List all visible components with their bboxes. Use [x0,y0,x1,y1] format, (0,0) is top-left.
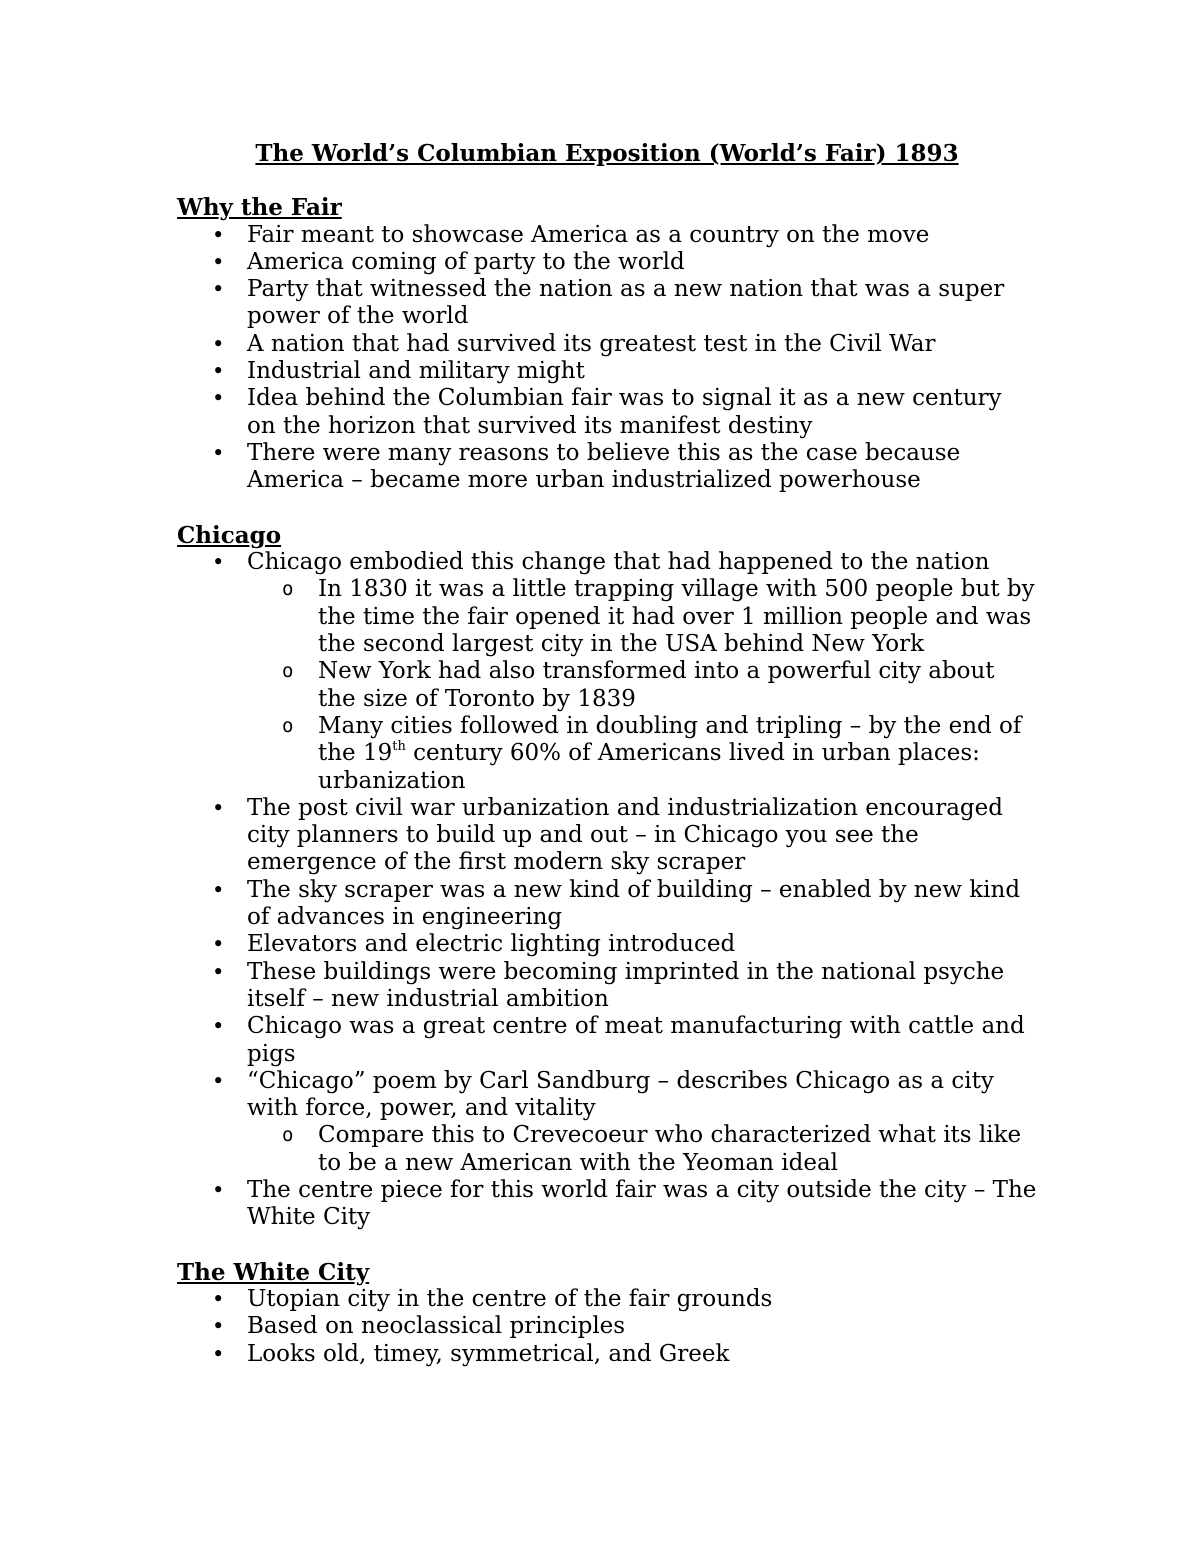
chicago-list [177,549,1037,1231]
bullet-icon: • [212,331,225,356]
why-the-fair-list [177,222,1037,495]
superscript: th [392,738,406,754]
bullet-icon: • [212,359,225,384]
list-item: • The sky scraper was a new kind of building – enabled by new kind of advances in engineering [212,876,1021,931]
list-item: • Utopian city in the centre of the fair grounds [212,1286,773,1313]
bullet-icon: • [212,1177,225,1202]
bullet-icon: • [212,440,225,465]
list-item: • These buildings were becoming imprinted in the national psyche itself – new industrial ambition [212,958,1005,1012]
bullet-icon: • [212,1314,225,1339]
circle-bullet-icon: o [282,714,294,737]
bullet-icon: • [212,1341,225,1366]
bullet-icon: • [212,222,225,247]
bullet-icon: • [212,877,225,902]
bullet-icon: • [212,959,225,984]
bullet-icon: • [212,277,225,302]
list-item: • The centre piece for this world fair was a city outside the city – The White City [212,1176,1037,1231]
document-title: The World’s Columbian Exposition (World’s Fair) 1893 [255,140,959,167]
list-item: • Looks old, timey, symmetrical, and Greek [212,1340,730,1367]
bullet-icon: • [212,1068,225,1093]
list-item: • Party that witnessed the nation as a new nation that was a super power of the world [212,276,1005,330]
sub-list-item: o New York had also transformed into a powerful city about the size of Toronto by 1839 [282,658,995,712]
list-item: • “Chicago” poem by Carl Sandburg – describes Chicago as a city with force, power, and vitality o Compare this to Crevecoeur who characterized what its like to be a new American with the Yeoman ideal [247,1068,1037,1177]
poem-sublist [247,1122,1037,1177]
list-item: • America coming of party to the world [212,248,685,275]
circle-bullet-icon: o [282,1124,294,1147]
section-heading-chicago: Chicago [177,521,282,549]
paragraph-spacer [177,495,1037,522]
bullet-icon: • [212,386,225,411]
bullet-icon: • [212,795,225,820]
list-item: • Chicago embodied this change that had happened to the nation o In 1830 it was a little trapping village with 500 people but by the time the fair opened it had over 1 million people and was the second largest city in the USA behind New York o New York had also transformed into a powerful city about the size of Toronto by 1839 o Many cities followed in doubling and tripling – by the end of the 19th century 60% of Americans lived in urban places: urbanization [247,549,1037,795]
section-heading-why-the-fair: Why the Fair [177,194,342,222]
white-city-list [177,1286,1037,1368]
list-item: • A nation that had survived its greatest test in the Civil War [212,330,936,357]
chicago-sublist [247,576,1037,794]
bullet-icon: • [212,1014,225,1039]
list-item: • Idea behind the Columbian fair was to signal it as a new century on the horizon that survived its manifest destiny [212,385,1002,439]
bullet-icon: • [212,1287,225,1312]
bullet-icon: • [212,249,225,274]
circle-bullet-icon: o [282,578,294,601]
paragraph-spacer [177,1232,1037,1259]
circle-bullet-icon: o [282,660,294,683]
sub-list-item: o In 1830 it was a little trapping village with 500 people but by the time the fair opened it had over 1 million people and was the second largest city in the USA behind New York [282,576,1035,658]
list-item: • Industrial and military might [212,358,585,385]
list-item: • The post civil war urbanization and industrialization encouraged city planners to build up and out – in Chicago you see the emergence of the first modern sky scraper [212,794,1003,876]
list-item: • Based on neoclassical principles [212,1313,626,1340]
bullet-icon: • [212,932,225,957]
sub-list-item: o Compare this to Crevecoeur who characterized what its like to be a new American with the Yeoman ideal [282,1122,1022,1176]
bullet-icon: • [212,550,225,575]
list-item: • Chicago was a great centre of meat manufacturing with cattle and pigs [212,1013,1025,1067]
list-item: • There were many reasons to believe this as the case because America – became more urban industrialized powerhouse [212,439,961,494]
list-item: • Fair meant to showcase America as a country on the move [212,221,930,248]
section-heading-white-city: The White City [177,1258,370,1286]
document-page [177,140,1037,1368]
list-item: • Elevators and electric lighting introduced [212,931,736,958]
sub-list-item: o Many cities followed in doubling and tripling – by the end of the 19th century 60% of Americans lived in urban places: urbanization [282,712,1022,794]
